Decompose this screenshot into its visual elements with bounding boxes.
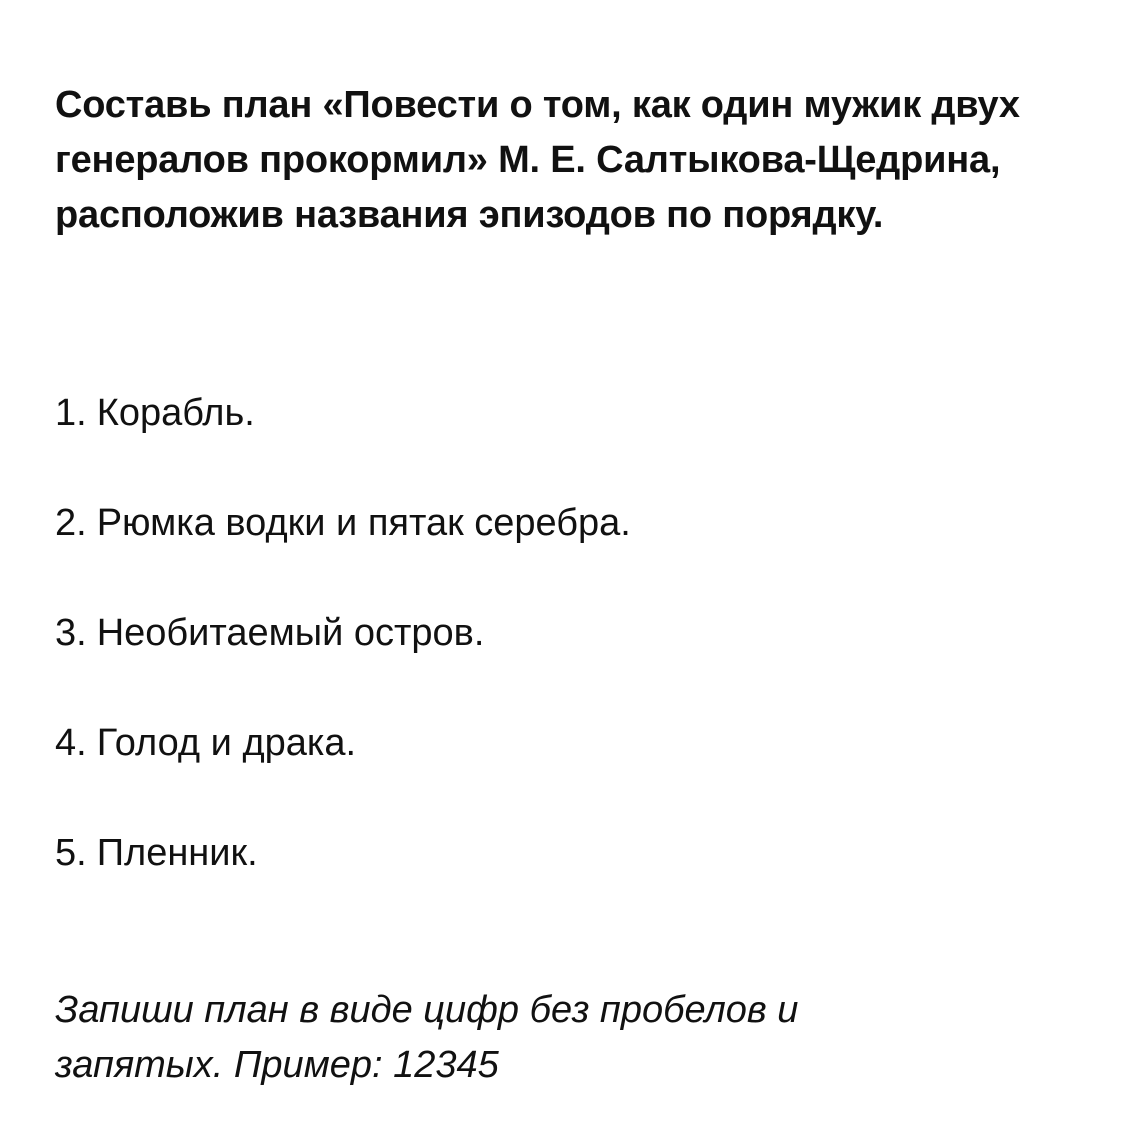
plan-item-5 <box>55 829 258 877</box>
plan-item-2 <box>55 499 631 547</box>
plan-item-label: Корабль. <box>96 392 255 434</box>
plan-item-label: Рюмка водки и пятак серебра. <box>96 502 631 544</box>
instruction-text: Запиши план в виде цифр без пробелов и запятых. Пример: 12345 <box>55 989 799 1086</box>
task-card <box>55 78 1065 1086</box>
plan-item-4 <box>55 719 356 767</box>
plan-item-number: 4. <box>55 722 87 764</box>
plan-item-number: 3. <box>55 612 87 654</box>
plan-item-number: 1. <box>55 392 87 434</box>
question-text: Составь план «Повести о том, как один мужик двух генералов прокормил» М. Е. Салтыкова-Щедрина, расположив названия эпизодов по порядку. <box>55 84 1020 236</box>
plan-item-label: Необитаемый остров. <box>96 612 485 654</box>
plan-item-1 <box>55 389 255 437</box>
plan-item-number: 5. <box>55 832 87 874</box>
plan-item-number: 2. <box>55 502 87 544</box>
plan-item-label: Голод и драка. <box>96 722 357 764</box>
plan-item-3 <box>55 609 484 657</box>
plan-item-label: Пленник. <box>96 832 258 874</box>
